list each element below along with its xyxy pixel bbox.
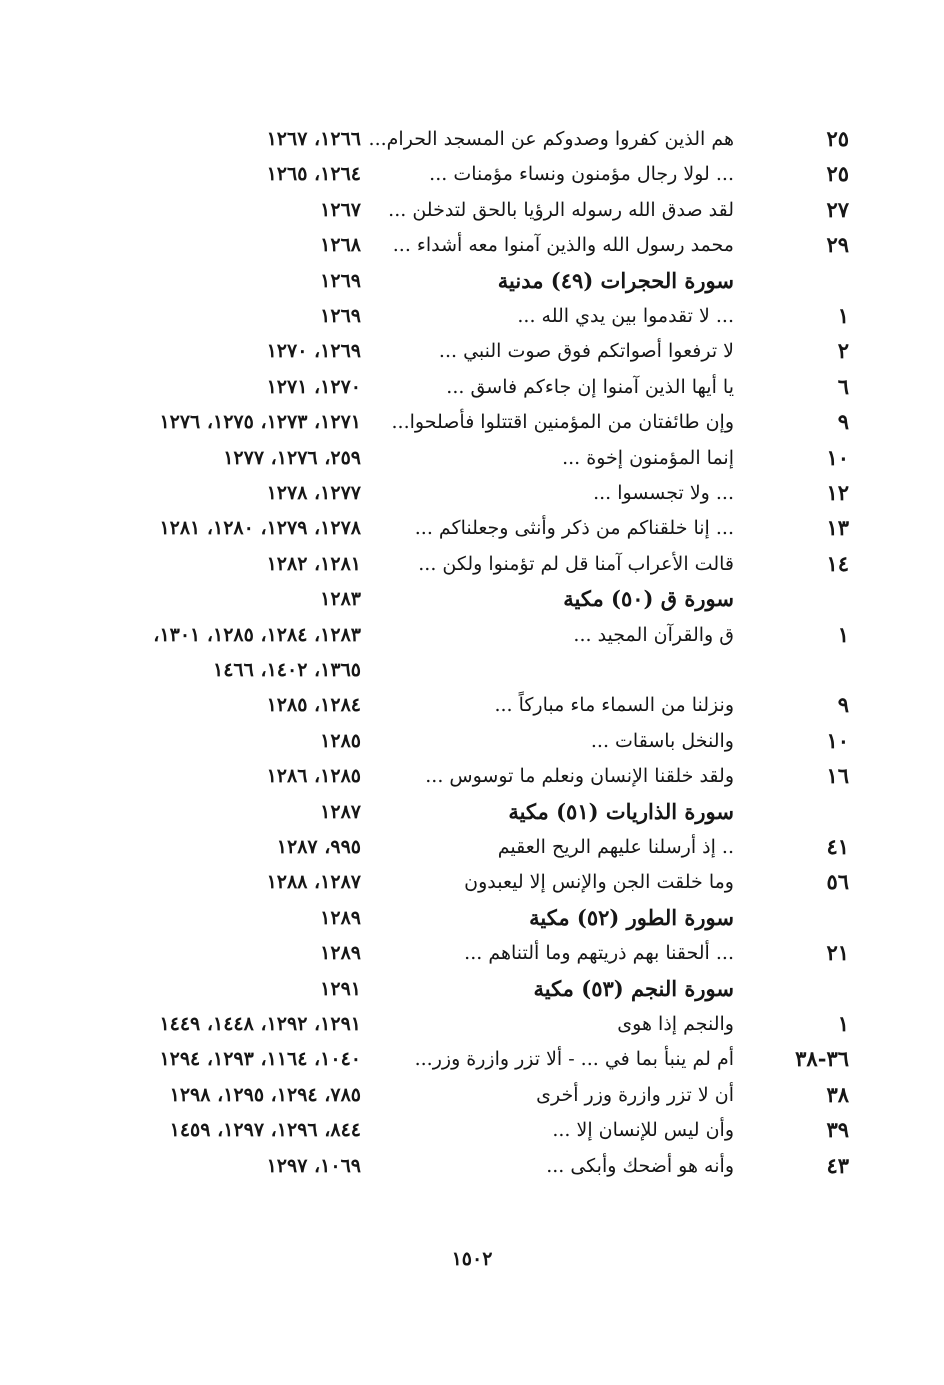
verse-text: محمد رسول الله والذين آمنوا معه أشداء ...: [392, 234, 734, 257]
surah-title: سورة الطور (٥٢) مكية: [529, 904, 734, 930]
verse-number: ١٢: [826, 480, 849, 505]
page-references: ١٠٤٠، ١١٦٤، ١٢٩٣، ١٢٩٤: [159, 1048, 361, 1071]
verse-number: ١٠: [826, 727, 849, 753]
verse-row: [0, 547, 944, 581]
verse-number: ٩: [837, 692, 849, 718]
verse-row: [0, 724, 944, 758]
surah-heading-row: [0, 582, 944, 616]
surah-heading-row: [0, 901, 944, 935]
verse-row: [0, 1007, 944, 1041]
verse-row: [0, 936, 944, 970]
page-references: ١٠٦٩، ١٢٩٧: [266, 1154, 361, 1177]
verse-number: ٥٦: [826, 869, 849, 895]
verse-number: ٢٧: [826, 196, 849, 222]
verse-row: [0, 193, 944, 227]
verse-text: وأن ليس للإنسان إلا ...: [552, 1119, 734, 1142]
page-references: ١٢٨٧، ١٢٨٨: [266, 871, 361, 894]
verse-text: ... لا تقدموا بين يدي الله ...: [517, 305, 734, 327]
verse-number: ٤١: [826, 834, 849, 859]
verse-text: ... لولا رجال مؤمنون ونساء مؤمنات ...: [429, 163, 734, 186]
page-references: ١٢٨٥، ١٢٨٦: [266, 765, 361, 788]
page-references: ١٢٦٨: [320, 234, 361, 257]
page-references: ١٢٨٧: [320, 800, 361, 823]
page-references: ١٢٨٣، ١٢٨٤، ١٢٨٥، ١٣٠١،: [153, 623, 361, 646]
verse-number: ٢٥: [826, 161, 849, 187]
verse-text: ... ولا تجسسوا ...: [593, 482, 734, 504]
surah-heading-row: [0, 972, 944, 1006]
verse-number: ١٠: [826, 444, 849, 470]
page-references: ١٢٧١، ١٢٧٣، ١٢٧٥، ١٢٧٦: [159, 411, 361, 434]
verse-row: [0, 1078, 944, 1112]
verse-row: [0, 1042, 944, 1076]
verse-text: وما خلقت الجن والإنس إلا ليعبدون: [464, 871, 734, 894]
verse-text: ونزلنا من السماء ماء مباركاً ...: [494, 694, 734, 717]
verse-text: وأنه هو أضحك وأبكى ...: [546, 1154, 734, 1177]
verse-number: ٢: [837, 338, 849, 364]
surah-title: سورة النجم (٥٣) مكية: [533, 975, 734, 1001]
page-references: ١٣٦٥، ١٤٠٢، ١٤٦٦: [213, 659, 361, 681]
verse-text: لا ترفعوا أصواتكم فوق صوت النبي ...: [438, 340, 734, 363]
verse-row: [0, 441, 944, 475]
verse-number: ١٣: [826, 515, 849, 541]
verse-number: ١٦: [826, 763, 849, 789]
verse-text: ق والقرآن المجيد ...: [573, 623, 734, 646]
verse-number: ١: [837, 303, 849, 328]
verse-row: [0, 1149, 944, 1183]
page-references: ٢٥٩، ١٢٧٦، ١٢٧٧: [223, 446, 361, 469]
verse-text: هم الذين كفروا وصدوكم عن المسجد الحرام...: [368, 128, 734, 150]
verse-number: ١: [837, 1011, 849, 1036]
verse-row: [0, 830, 944, 864]
verse-text: وإن طائفتان من المؤمنين اقتتلوا فأصلحوا...: [391, 411, 734, 434]
verse-number: ٩: [837, 409, 849, 435]
verse-row: [0, 1113, 944, 1147]
verse-text: إنما المؤمنون إخوة ...: [562, 446, 734, 469]
verse-number: ٢٥: [826, 126, 849, 151]
verse-row: [0, 334, 944, 368]
verse-row: [0, 511, 944, 545]
verse-number: ٣٦-٣٨: [795, 1046, 849, 1072]
verse-row: [0, 759, 944, 793]
verse-text: أم لم ينبأ بما في ... - ألا تزر وازرة وزر...: [414, 1048, 734, 1071]
page-references: ١٢٦٩: [320, 305, 361, 327]
verse-row: [0, 122, 944, 156]
page-references: ١٢٦٩، ١٢٧٠: [266, 340, 361, 363]
verse-text: لقد صدق الله رسوله الرؤيا بالحق لتدخلن ...: [388, 198, 734, 221]
page-references: ٧٨٥، ١٢٩٤، ١٢٩٥، ١٢٩٨: [169, 1083, 361, 1106]
verse-text: والنجم إذا هوى: [617, 1013, 734, 1035]
surah-title: سورة الذاريات (٥١) مكية: [508, 798, 734, 824]
verse-row: [0, 157, 944, 191]
surah-title: سورة الحجرات (٤٩) مدنية: [497, 267, 734, 293]
surah-heading-row: [0, 264, 944, 298]
page-references: ١٢٨٥: [320, 729, 361, 752]
verse-row: [0, 405, 944, 439]
verse-number: ٢٩: [826, 232, 849, 258]
surah-heading-row: [0, 795, 944, 829]
verse-row: [0, 688, 944, 722]
surah-title: سورة ق (٥٠) مكية: [563, 586, 734, 612]
verse-number: ٣٨: [826, 1081, 849, 1107]
page-references: ١٢٩١، ١٢٩٢، ١٤٤٨، ١٤٤٩: [159, 1013, 361, 1035]
verse-text: ... ألحقنا بهم ذريتهم وما ألتناهم ...: [464, 942, 734, 965]
verse-number: ٤٣: [826, 1152, 849, 1178]
verse-text: ... إنا خلقناكم من ذكر وأنثى وجعلناكم ...: [414, 517, 734, 540]
verse-number: ٢١: [826, 940, 849, 966]
verse-number: ٣٩: [826, 1117, 849, 1143]
verse-text: ولقد خلقنا الإنسان ونعلم ما توسوس ...: [425, 765, 734, 788]
page-references: ١٢٦٦، ١٢٦٧: [266, 128, 361, 150]
verse-text: يا أيها الذين آمنوا إن جاءكم فاسق ...: [446, 375, 734, 398]
verse-number: ٦: [837, 373, 849, 399]
page-references: ١٢٨٣: [320, 588, 361, 611]
page-references: ١٢٦٤، ١٢٦٥: [266, 163, 361, 186]
page-references: ١٢٧٠، ١٢٧١: [266, 375, 361, 398]
verse-row: [0, 653, 944, 687]
verse-text: والنخل باسقات ...: [590, 729, 734, 752]
page-references: ٨٤٤، ١٢٩٦، ١٢٩٧، ١٤٥٩: [169, 1119, 361, 1142]
verse-text: .. إذ أرسلنا عليهم الريح العقيم: [497, 836, 734, 858]
page-references: ١٢٨٩: [320, 906, 361, 929]
page-references: ١٢٩١: [320, 977, 361, 1000]
page-references: ١٢٦٩: [320, 269, 361, 292]
page-references: ١٢٨٩: [320, 942, 361, 965]
page-number: ١٥٠٢: [451, 1248, 493, 1270]
verse-row: [0, 618, 944, 652]
page-references: ١٢٦٧: [320, 198, 361, 221]
page-references: ١٢٨١، ١٢٨٢: [266, 552, 361, 575]
verse-number: ١٤: [826, 550, 849, 576]
page-references: ١٢٨٤، ١٢٨٥: [266, 694, 361, 717]
verse-row: [0, 228, 944, 262]
page-references: ١٢٧٨، ١٢٧٩، ١٢٨٠، ١٢٨١: [159, 517, 361, 540]
verse-text: أن لا تزر وازرة وزر أخرى: [536, 1083, 734, 1106]
verse-row: [0, 476, 944, 510]
page-references: ١٢٧٧، ١٢٧٨: [266, 482, 361, 504]
verse-row: [0, 865, 944, 899]
verse-row: [0, 299, 944, 333]
page-references: ٩٩٥، ١٢٨٧: [276, 836, 361, 858]
verse-text: قالت الأعراب آمنا قل لم تؤمنوا ولكن ...: [418, 552, 734, 575]
verse-number: ١: [837, 621, 849, 647]
verse-row: [0, 370, 944, 404]
